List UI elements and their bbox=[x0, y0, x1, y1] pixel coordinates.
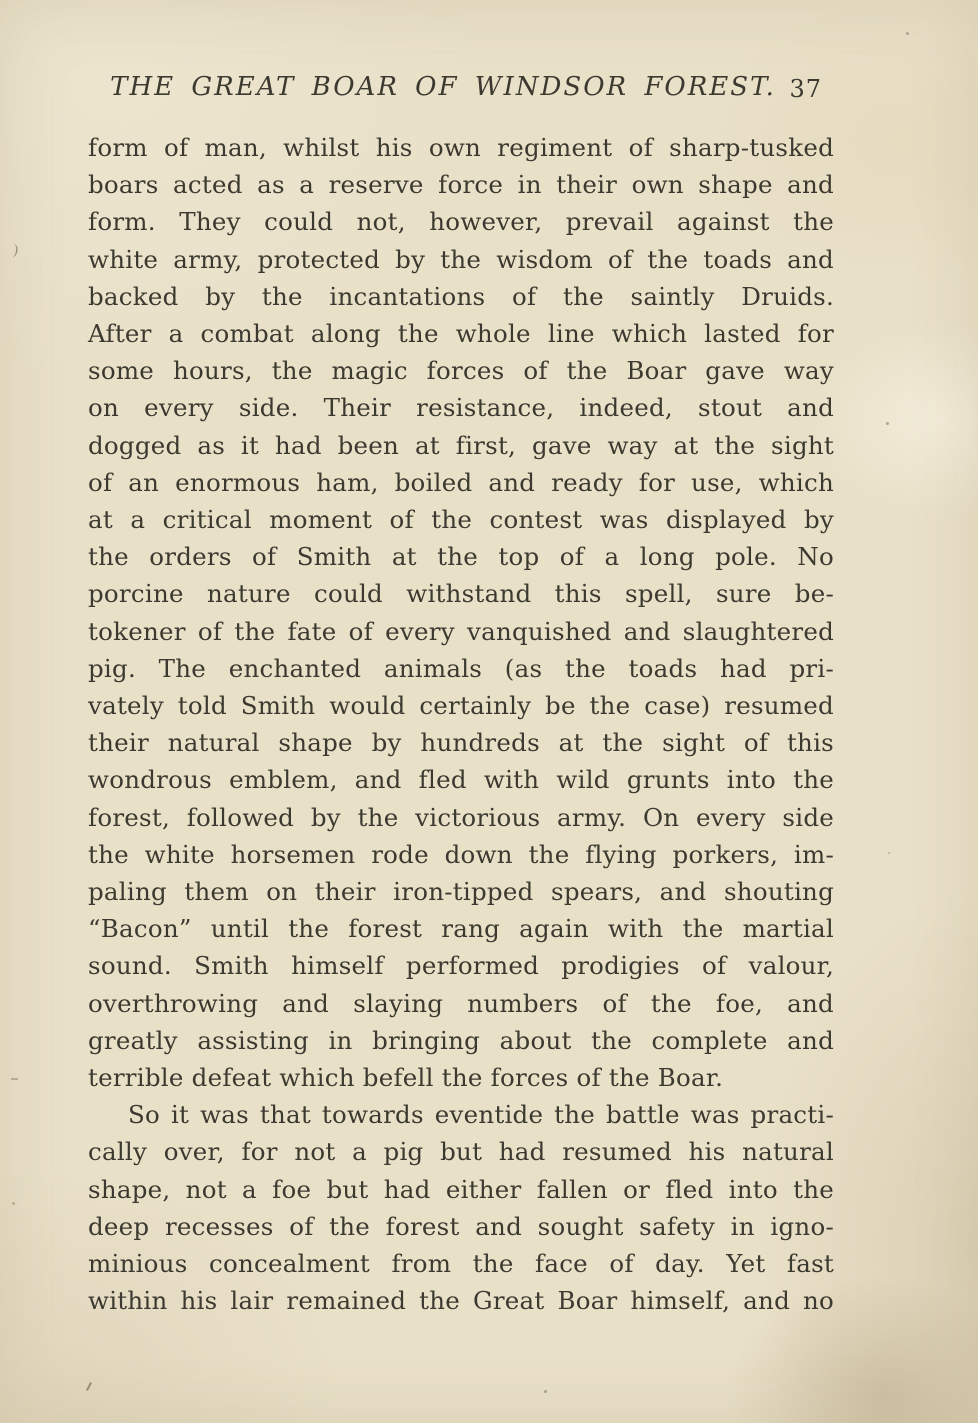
paragraph bbox=[88, 129, 834, 1096]
text-line: of an enormous ham, boiled and ready for use, which bbox=[88, 467, 834, 497]
text-line: After a combat along the whole line which lasted for bbox=[88, 319, 834, 349]
scan-speck bbox=[11, 1078, 18, 1080]
scan-speck bbox=[12, 1202, 15, 1205]
text-line: white army, protected by the wisdom of the toads and bbox=[88, 244, 834, 274]
scan-speck: ) bbox=[11, 242, 20, 260]
text-line: backed by the incantations of the saintly Druids. bbox=[88, 281, 834, 311]
scan-speck bbox=[888, 852, 890, 854]
page-number: 37 bbox=[789, 75, 822, 103]
scan-speck bbox=[906, 32, 909, 35]
text-line: dogged as it had been at first, gave way at the sight bbox=[88, 430, 834, 460]
text-line: “Bacon” until the forest rang again with the martial bbox=[88, 914, 834, 944]
text-line: tokener of the fate of every vanquished and slaughtered bbox=[88, 616, 834, 646]
text-line: wondrous emblem, and fled with wild grunts into the bbox=[88, 765, 834, 795]
text-line: porcine nature could withstand this spell, sure be- bbox=[88, 579, 834, 609]
text-line: terrible defeat which befell the forces of the Boar. bbox=[88, 1063, 724, 1093]
text-line: forest, followed by the victorious army. On every side bbox=[88, 802, 834, 832]
text-line: cally over, for not a pig but had resumed his natural bbox=[88, 1137, 834, 1167]
text-line: some hours, the magic forces of the Boar gave way bbox=[88, 356, 834, 386]
text-line: boars acted as a reserve force in their own shape and bbox=[88, 170, 834, 200]
text-line: greatly assisting in bringing about the complete and bbox=[88, 1025, 834, 1055]
text-line: at a critical moment of the contest was displayed by bbox=[88, 505, 834, 535]
text-line: pig. The enchanted animals (as the toads had pri- bbox=[88, 653, 834, 683]
text-line: on every side. Their resistance, indeed, stout and bbox=[88, 393, 834, 423]
text-line: shape, not a foe but had either fallen or fled into the bbox=[88, 1174, 834, 1204]
body-text bbox=[88, 129, 834, 1320]
text-line: the white horsemen rode down the flying porkers, im- bbox=[88, 839, 834, 869]
page-title: THE GREAT BOAR OF WINDSOR FOREST. bbox=[110, 72, 776, 102]
paragraph bbox=[88, 1096, 834, 1319]
scan-speck bbox=[86, 1382, 92, 1391]
scan-speck bbox=[544, 1390, 547, 1393]
text-line: sound. Smith himself performed prodigies of valour, bbox=[88, 951, 834, 981]
text-line: form. They could not, however, prevail against the bbox=[88, 207, 834, 237]
text-line: minious concealment from the face of day. Yet fast bbox=[88, 1249, 834, 1279]
text-line: overthrowing and slaying numbers of the foe, and bbox=[88, 988, 834, 1018]
scan-speck bbox=[886, 422, 889, 425]
text-line: within his lair remained the Great Boar himself, and no bbox=[88, 1286, 834, 1316]
text-line: So it was that towards eventide the battle was practi- bbox=[128, 1100, 834, 1130]
text-line: paling them on their iron-tipped spears, and shouting bbox=[88, 877, 834, 907]
text-line: the orders of Smith at the top of a long pole. No bbox=[88, 542, 834, 572]
text-line: deep recesses of the forest and sought safety in igno- bbox=[88, 1211, 834, 1241]
running-header bbox=[88, 72, 834, 108]
text-line: form of man, whilst his own regiment of sharp-tusked bbox=[88, 133, 834, 162]
text-line: vately told Smith would certainly be the case) resumed bbox=[88, 691, 834, 721]
text-line: their natural shape by hundreds at the sight of this bbox=[88, 728, 834, 758]
